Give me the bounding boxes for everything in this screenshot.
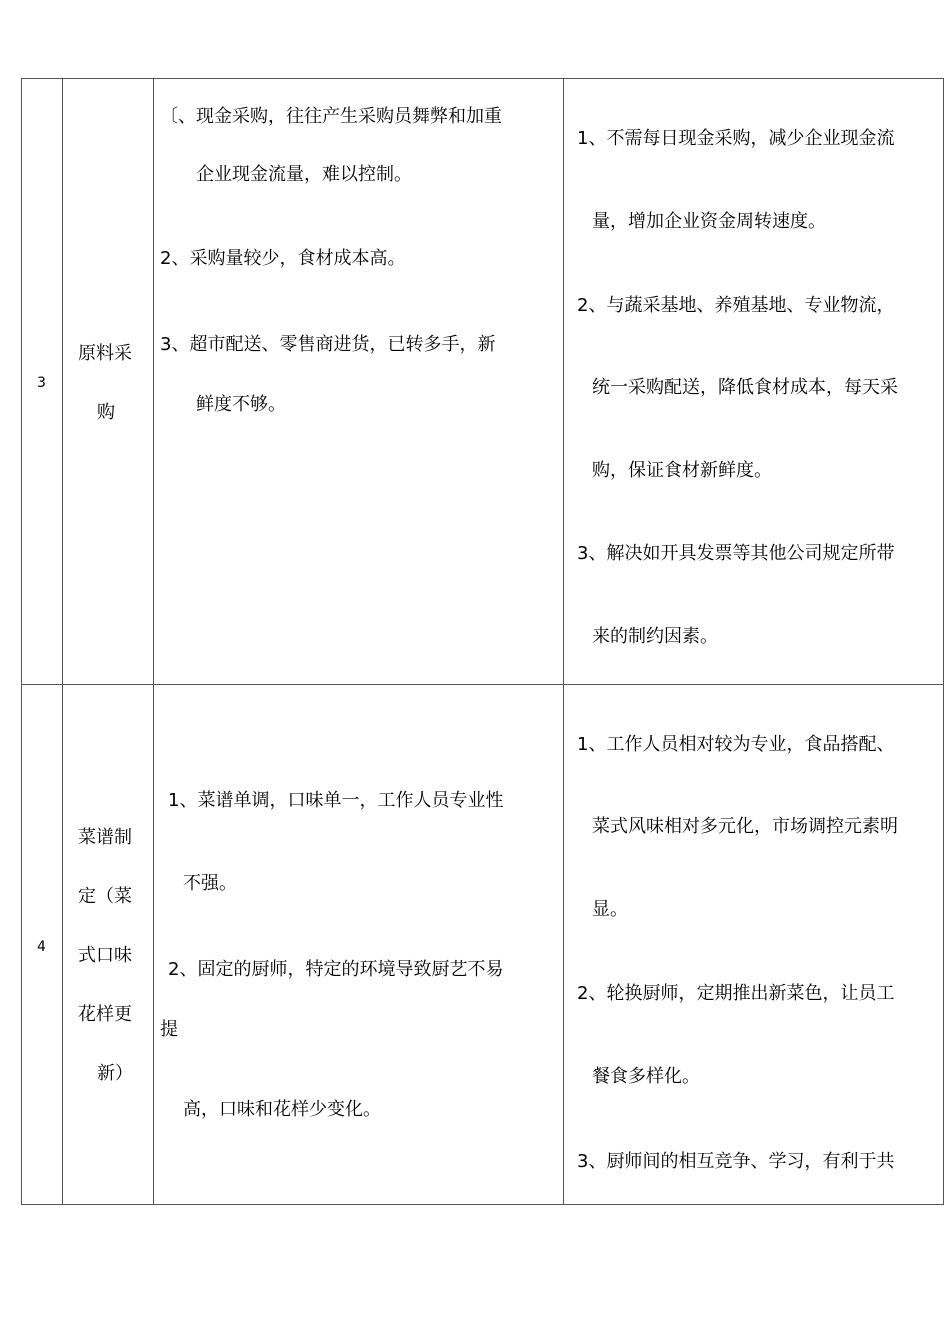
row-title-line: 新） (97, 1063, 133, 1084)
row-title-line: 式口味 (78, 945, 132, 966)
row-title-line: 购 (97, 402, 115, 423)
after-item: 购，保证食材新鲜度。 (592, 460, 772, 481)
after-item: 2、轮换厨师，定期推出新菜色，让员工 (577, 983, 895, 1004)
row-title-line: 菜谱制 (78, 827, 132, 848)
row-number: 4 (37, 939, 46, 955)
after-item: 1、工作人员相对较为专业，食品搭配、 (577, 734, 895, 755)
row-title-line: 定（菜 (78, 886, 132, 907)
before-item: 不强。 (183, 873, 237, 894)
after-item: 统一采购配送，降低食材成本，每天采 (592, 377, 898, 398)
after-item: 餐食多样化。 (592, 1066, 700, 1087)
after-item: 来的制约因素。 (592, 626, 718, 647)
before-item: 提 (160, 1019, 178, 1040)
column-divider (563, 79, 564, 1204)
before-item: 2、固定的厨师，特定的环境导致厨艺不易 (168, 959, 504, 980)
row-divider (22, 684, 943, 685)
before-item: 3、超市配送、零售商进货，已转多手，新 (160, 334, 496, 355)
comparison-table (21, 78, 944, 1205)
after-item: 菜式风味相对多元化，市场调控元素明 (592, 816, 898, 837)
before-item: 2、采购量较少，食材成本高。 (160, 248, 406, 269)
column-divider (153, 79, 154, 1204)
after-item: 显。 (592, 899, 628, 920)
row-number: 3 (37, 375, 46, 391)
after-item: 2、与蔬采基地、养殖基地、专业物流， (577, 295, 895, 316)
before-item: 企业现金流量，难以控制。 (196, 164, 412, 185)
before-item: 高，口味和花样少变化。 (183, 1099, 381, 1120)
row-title-line: 原料采 (78, 343, 132, 364)
after-item: 1、不需每日现金采购，减少企业现金流 (577, 128, 895, 149)
before-item: 鲜度不够。 (196, 394, 286, 415)
before-item: 1、菜谱单调，口味单一，工作人员专业性 (168, 790, 504, 811)
after-item: 量，增加企业资金周转速度。 (592, 211, 826, 232)
after-item: 3、解决如开具发票等其他公司规定所带 (577, 543, 895, 564)
column-divider (62, 79, 63, 1204)
after-item: 3、厨师间的相互竞争、学习，有利于共 (577, 1151, 895, 1172)
before-item: 〔、现金采购，往往产生采购员舞弊和加重 (160, 106, 502, 127)
row-title-line: 花样更 (78, 1004, 132, 1025)
